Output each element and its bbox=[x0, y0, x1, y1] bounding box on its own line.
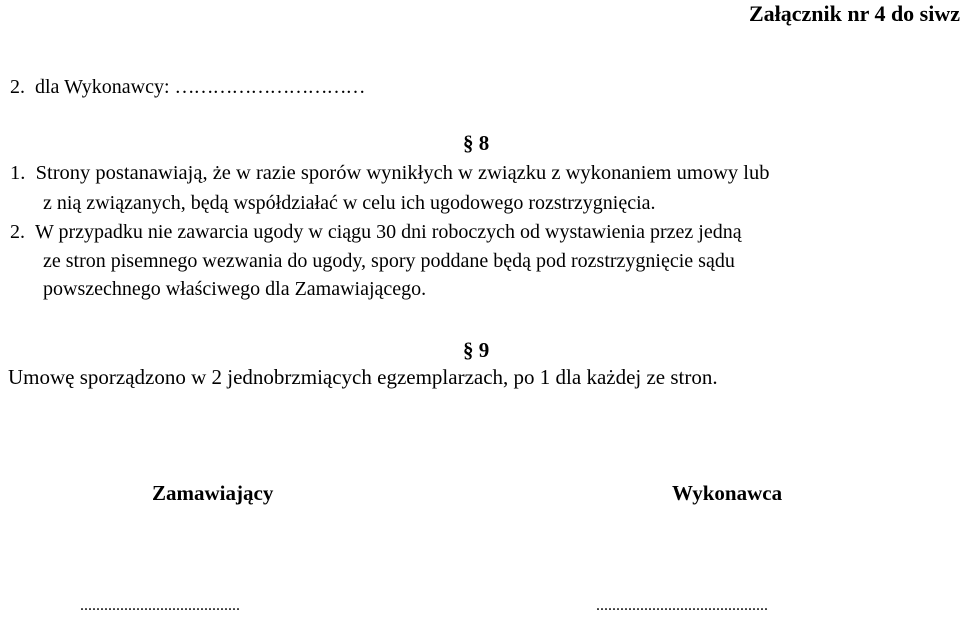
party-item-contractor bbox=[10, 74, 365, 100]
party-item-label: dla Wykonawcy: bbox=[35, 76, 170, 98]
party-item-dots: ………………………… bbox=[174, 76, 365, 98]
section-8-point-2-line-1 bbox=[10, 219, 742, 245]
signature-label-contractor: Wykonawca bbox=[672, 481, 783, 505]
point-2-number: 2. bbox=[10, 221, 25, 243]
signature-label-employer: Zamawiający bbox=[152, 481, 274, 505]
party-item-number: 2. bbox=[10, 76, 25, 98]
section-9-text: Umowę sporządzono w 2 jednobrzmiących egzemplarzach, po 1 dla każdej ze stron. bbox=[8, 365, 718, 389]
section-8-point-2-line-2: ze stron pisemnego wezwania do ugody, spory poddane będą pod rozstrzygnięcie sądu bbox=[43, 250, 735, 272]
section-9-heading: § 9 bbox=[463, 338, 490, 362]
section-8-point-1-line-2: z nią związanych, będą współdziałać w celu ich ugodowego rozstrzygnięcia. bbox=[43, 192, 656, 214]
point-1-number: 1. bbox=[10, 162, 26, 184]
section-8-point-1-line-1 bbox=[10, 160, 769, 186]
signature-line-employer: ........................................ bbox=[80, 597, 240, 614]
point-1-text-line-1: Strony postanawiają, że w razie sporów wynikłych w związku z wykonaniem umowy lub bbox=[35, 162, 770, 184]
section-8-point-2-line-3: powszechnego właściwego dla Zamawiającego. bbox=[43, 278, 427, 300]
signature-line-contractor: ........................................... bbox=[596, 597, 768, 614]
annex-title: Załącznik nr 4 do siwz bbox=[748, 1, 960, 26]
point-2-text-line-1: W przypadku nie zawarcia ugody w ciągu 30 dni roboczych od wystawienia przez jedną bbox=[35, 221, 742, 243]
section-8-heading: § 8 bbox=[463, 131, 490, 155]
